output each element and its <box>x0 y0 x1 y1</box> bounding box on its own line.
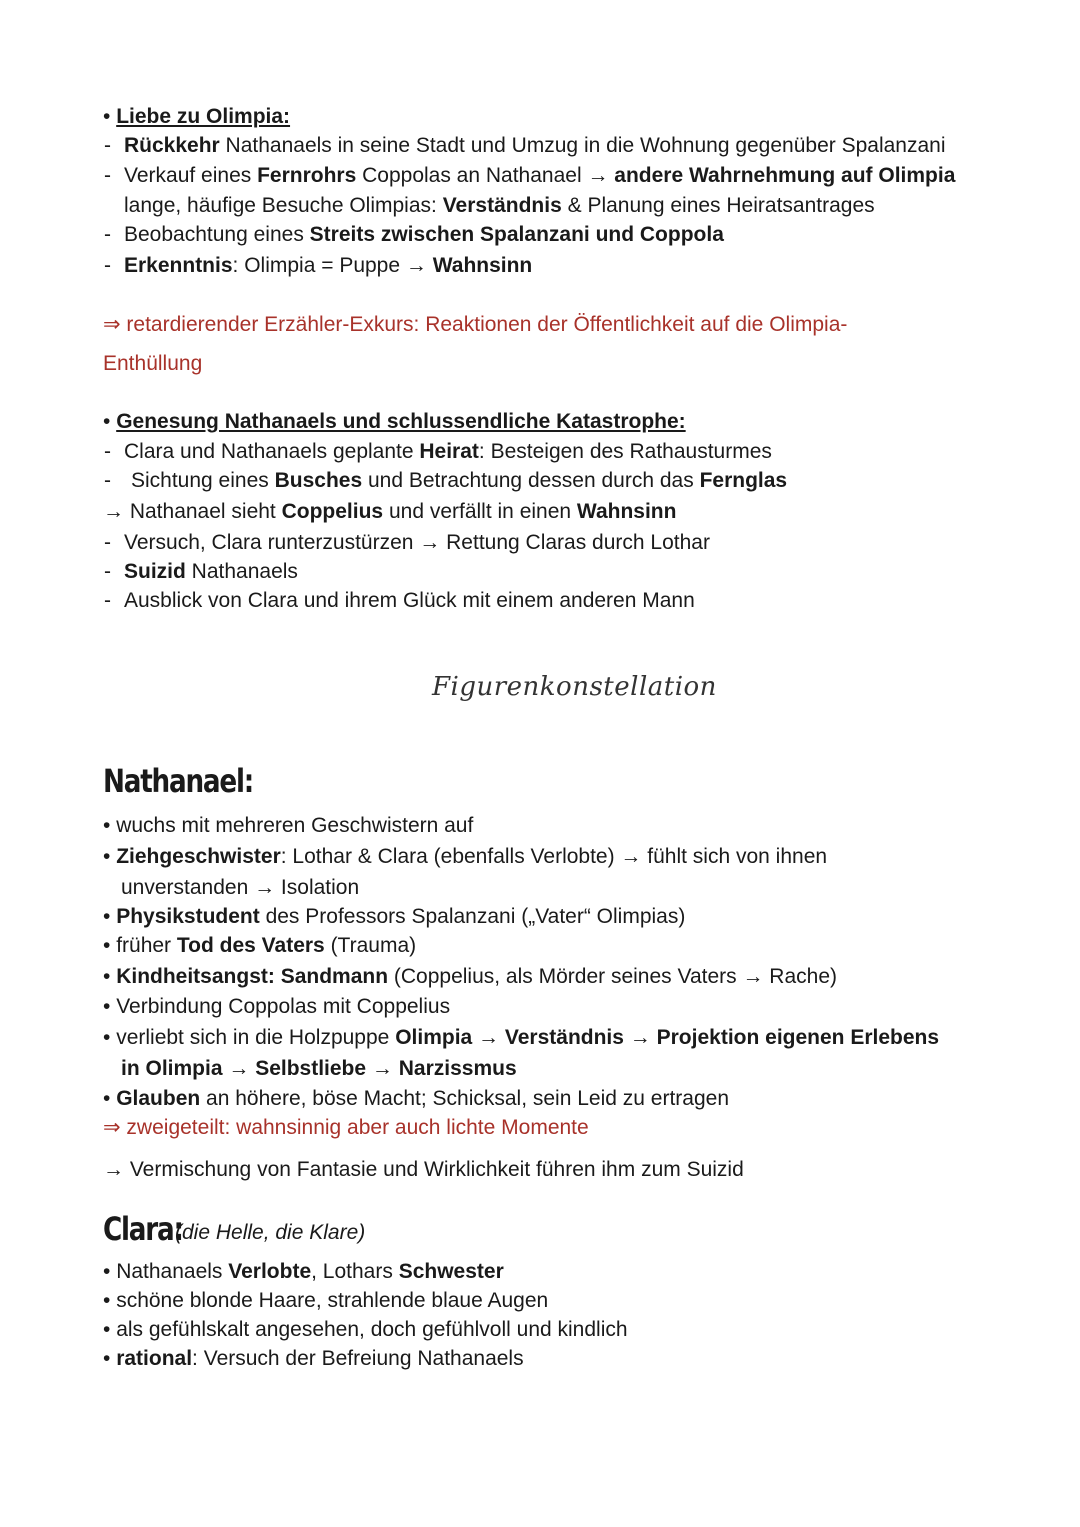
dash: - <box>104 134 111 157</box>
bullet: • <box>103 410 117 433</box>
list-item: • schöne blonde Haare, strahlende blaue Augen <box>103 1289 549 1312</box>
conclusion: → Vermischung von Fantasie und Wirklichkeit führen ihm zum Suizid <box>103 1158 744 1181</box>
dash: - <box>104 469 111 492</box>
list-item: • Glauben an höhere, böse Macht; Schicksal, sein Leid zu ertragen <box>103 1087 730 1110</box>
list-item: • verliebt sich in die Holzpuppe Olimpia → Verständnis → Projektion eigenen Erlebens <box>103 1026 940 1049</box>
dash: - <box>104 589 111 612</box>
list-item: Sichtung eines Busches und Betrachtung dessen durch das Fernglas <box>131 469 788 492</box>
list-item: • rational: Versuch der Befreiung Nathanaels <box>103 1347 524 1370</box>
list-item: • wuchs mit mehreren Geschwistern auf <box>103 814 474 837</box>
list-item: • als gefühlskalt angesehen, doch gefühlvoll und kindlich <box>103 1318 628 1341</box>
list-item: • Verbindung Coppolas mit Coppelius <box>103 995 451 1018</box>
list-item: Rückkehr Nathanaels in seine Stadt und Umzug in die Wohnung gegenüber Spalanzani <box>124 134 946 157</box>
list-item: • Physikstudent des Professors Spalanzani („Vater“ Olimpias) <box>103 905 686 928</box>
exkurs-note: ⇒ retardierender Erzähler-Exkurs: Reaktionen der Öffentlichkeit auf die Olimpia- <box>103 313 848 336</box>
list-item: • Ziehgeschwister: Lothar & Clara (ebenfalls Verlobte) → fühlt sich von ihnen <box>103 845 828 868</box>
list-item-continuation: lange, häufige Besuche Olimpias: Verständnis & Planung eines Heiratsantrages <box>124 194 875 217</box>
dash: - <box>104 254 111 277</box>
list-item: Ausblick von Clara und ihrem Glück mit einem anderen Mann <box>124 589 695 612</box>
section-heading-olimpia: • Liebe zu Olimpia: <box>103 105 291 128</box>
heading-nathanael: Nathanael: <box>103 762 253 800</box>
list-item: • früher Tod des Vaters (Trauma) <box>103 934 417 957</box>
list-item-continuation: in Olimpia → Selbstliebe → Narzissmus <box>121 1057 517 1080</box>
list-item: Clara und Nathanaels geplante Heirat: Besteigen des Rathausturmes <box>124 440 772 463</box>
list-item: Erkenntnis: Olimpia = Puppe → Wahnsinn <box>124 254 533 277</box>
list-item: • Kindheitsangst: Sandmann (Coppelius, als Mörder seines Vaters → Rache) <box>103 965 838 988</box>
bullet: • <box>103 105 117 128</box>
list-item: • Nathanaels Verlobte, Lothars Schwester <box>103 1260 504 1283</box>
exkurs-note-continuation: Enthüllung <box>103 352 203 375</box>
list-item: Beobachtung eines Streits zwischen Spalanzani und Coppola <box>124 223 724 246</box>
list-item: Versuch, Clara runterzustürzen → Rettung Claras durch Lothar <box>124 531 710 554</box>
list-item-arrow: → Nathanael sieht Coppelius und verfällt in einen Wahnsinn <box>103 500 677 523</box>
list-item: Verkauf eines Fernrohrs Coppolas an Nathanael → andere Wahrnehmung auf Olimpia <box>124 164 956 187</box>
dash: - <box>104 531 111 554</box>
list-item: Suizid Nathanaels <box>124 560 298 583</box>
dash: - <box>104 440 111 463</box>
list-item-continuation: unverstanden → Isolation <box>121 876 360 899</box>
dash: - <box>104 164 111 187</box>
dash: - <box>104 560 111 583</box>
handwritten-title: Figurenkonstellation <box>432 672 717 702</box>
section-heading-genesung: • Genesung Nathanaels und schlussendliche Katastrophe: <box>103 410 686 433</box>
heading-clara: Clara: <box>103 1210 183 1248</box>
red-note: ⇒ zweigeteilt: wahnsinnig aber auch lichte Momente <box>103 1116 589 1139</box>
clara-subtitle: (die Helle, die Klare) <box>175 1221 366 1244</box>
dash: - <box>104 223 111 246</box>
